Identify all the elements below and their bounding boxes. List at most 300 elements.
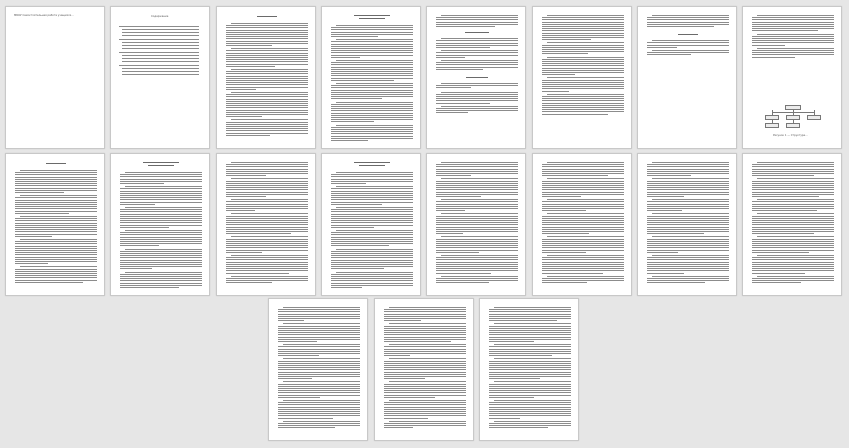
- text-line: [331, 222, 413, 223]
- text-line: [752, 250, 834, 251]
- text-line: [231, 23, 308, 24]
- text-line: [489, 392, 571, 393]
- text-line: [119, 26, 199, 27]
- text-line: [278, 427, 335, 428]
- text-line: [542, 22, 624, 23]
- text-line: [752, 245, 834, 246]
- text-line: [331, 266, 413, 267]
- text-line: [226, 229, 308, 230]
- text-line: [678, 34, 698, 35]
- text-line: [384, 397, 435, 398]
- text-line: [331, 62, 413, 63]
- text-line: [226, 252, 262, 253]
- text-line: [384, 409, 466, 410]
- text-line: [647, 264, 729, 265]
- text-line: [384, 320, 421, 321]
- text-line: [226, 210, 255, 211]
- text-line: [441, 60, 518, 61]
- text-line: [278, 376, 360, 377]
- text-line: [15, 229, 97, 230]
- text-line: [436, 57, 465, 58]
- text-line: [542, 210, 586, 211]
- text-line: [436, 229, 518, 230]
- text-line: [226, 112, 308, 113]
- page-thumbnail-7[interactable]: [637, 6, 737, 149]
- text-line: [278, 386, 360, 387]
- text-line: [226, 84, 308, 85]
- text-line: [331, 64, 413, 65]
- text-line: [226, 227, 308, 228]
- text-line: [384, 402, 466, 403]
- text-line: [15, 250, 97, 251]
- page-thumbnail-15[interactable]: [637, 153, 737, 296]
- text-line: [752, 241, 834, 242]
- text-line: [647, 206, 729, 207]
- text-line: [466, 77, 488, 78]
- text-line: [226, 57, 308, 58]
- text-line: [441, 178, 518, 179]
- text-line: [436, 210, 465, 211]
- text-line: [542, 45, 624, 46]
- text-line: [384, 334, 466, 335]
- text-line: [542, 216, 624, 217]
- text-line: [436, 282, 489, 283]
- text-line: [757, 178, 834, 179]
- text-line: [441, 106, 518, 107]
- text-line: [542, 72, 624, 73]
- text-line: [436, 273, 491, 274]
- text-line: [436, 26, 495, 27]
- diagram-node: [807, 115, 821, 120]
- text-line: [331, 46, 413, 47]
- text-line: [331, 67, 413, 68]
- text-line: [542, 278, 624, 279]
- text-line: [331, 94, 413, 95]
- text-line: [752, 220, 834, 221]
- text-line: [384, 384, 466, 385]
- text-line: [336, 39, 413, 40]
- text-line: [226, 245, 308, 246]
- text-line: [331, 104, 413, 105]
- text-line: [647, 257, 729, 258]
- text-line: [384, 337, 466, 338]
- text-line: [331, 55, 413, 56]
- text-line: [226, 189, 308, 190]
- text-line: [120, 204, 155, 205]
- text-line: [441, 92, 518, 93]
- text-line: [226, 59, 308, 60]
- text-line: [436, 22, 518, 23]
- text-line: [384, 346, 466, 347]
- text-line: [226, 224, 308, 225]
- text-line: [384, 427, 413, 428]
- text-line: [752, 231, 834, 232]
- text-line: [226, 216, 308, 217]
- text-line: [226, 25, 308, 26]
- text-line: [15, 236, 52, 237]
- text-line: [226, 257, 308, 258]
- text-line: [647, 171, 729, 172]
- text-line: [336, 102, 413, 103]
- text-line: [331, 237, 413, 238]
- text-line: [331, 73, 413, 74]
- text-line: [547, 77, 624, 78]
- text-line: [441, 15, 518, 16]
- text-line: [436, 222, 518, 223]
- text-line: [122, 42, 199, 43]
- text-line: [226, 89, 256, 90]
- text-line: [226, 116, 262, 117]
- text-line: [384, 309, 466, 310]
- text-line: [278, 423, 360, 424]
- text-line: [752, 252, 809, 253]
- text-line: [436, 43, 518, 44]
- page-thumbnail-1[interactable]: [5, 6, 105, 149]
- text-line: [278, 409, 360, 410]
- text-line: [436, 112, 468, 113]
- text-line: [752, 239, 834, 240]
- text-line: [226, 124, 308, 125]
- text-line: [331, 108, 413, 109]
- text-line: [752, 22, 834, 23]
- text-line: [389, 400, 466, 401]
- text-line: [647, 239, 729, 240]
- text-line: [384, 404, 466, 405]
- text-line: [647, 42, 729, 43]
- text-line: [226, 278, 308, 279]
- page-thumbnail-12[interactable]: [321, 153, 421, 296]
- text-line: [436, 268, 518, 269]
- text-line: [331, 71, 413, 72]
- text-line: [231, 69, 308, 70]
- text-line: [226, 243, 308, 244]
- page-thumbnail-2[interactable]: [110, 6, 210, 149]
- text-line: [647, 24, 729, 25]
- text-line: [489, 351, 571, 352]
- text-line: [278, 334, 360, 335]
- text-line: [331, 276, 413, 277]
- text-line: [15, 248, 97, 249]
- text-line: [436, 259, 518, 260]
- text-line: [752, 216, 834, 217]
- text-line: [647, 282, 705, 283]
- text-line: [542, 47, 624, 48]
- text-line: [15, 254, 97, 255]
- text-line: [384, 311, 466, 312]
- text-line: [231, 178, 308, 179]
- text-line: [542, 187, 624, 188]
- text-line: [542, 245, 624, 246]
- text-line: [226, 194, 308, 195]
- text-line: [647, 266, 729, 267]
- text-line: [752, 57, 795, 58]
- text-line: [647, 250, 729, 251]
- text-line: [441, 236, 518, 237]
- text-line: [331, 225, 413, 226]
- text-line: [652, 199, 729, 200]
- text-line: [757, 276, 834, 277]
- page-thumbnail-9[interactable]: [5, 153, 105, 296]
- text-line: [647, 196, 684, 197]
- page-thumbnail-18[interactable]: [374, 298, 474, 441]
- text-line: [489, 353, 571, 354]
- page-thumbnail-11[interactable]: [216, 153, 316, 296]
- text-line: [20, 170, 97, 171]
- text-line: [489, 346, 571, 347]
- text-line: [278, 351, 360, 352]
- text-line: [652, 178, 729, 179]
- text-line: [436, 231, 518, 232]
- text-line: [384, 378, 425, 379]
- text-line: [542, 220, 624, 221]
- text-line: [489, 376, 571, 377]
- text-line: [226, 128, 308, 129]
- text-line: [752, 227, 834, 228]
- text-line: [436, 264, 518, 265]
- text-line: [278, 330, 360, 331]
- text-line: [125, 207, 202, 208]
- text-line: [647, 192, 729, 193]
- text-line: [542, 80, 624, 81]
- text-line: [226, 53, 308, 54]
- text-line: [278, 369, 360, 370]
- page-thumbnail-13[interactable]: [426, 153, 526, 296]
- text-line: [647, 220, 729, 221]
- text-line: [226, 107, 308, 108]
- text-line: [226, 61, 308, 62]
- page-thumbnail-4[interactable]: [321, 6, 421, 149]
- text-line: [226, 273, 289, 274]
- text-line: [226, 30, 308, 31]
- text-line: [384, 355, 410, 356]
- text-line: [489, 326, 571, 327]
- text-line: [752, 187, 834, 188]
- text-line: [331, 234, 413, 235]
- text-line: [542, 206, 624, 207]
- text-line: [226, 280, 308, 281]
- text-line: [489, 369, 571, 370]
- text-line: [652, 236, 729, 237]
- text-line: [542, 88, 624, 89]
- text-line: [752, 204, 834, 205]
- text-line: [336, 60, 413, 61]
- text-line: [226, 171, 308, 172]
- text-line: [752, 282, 801, 283]
- toc-heading: Содержание: [151, 15, 169, 18]
- text-line: [331, 87, 413, 88]
- text-line: [436, 181, 518, 182]
- text-line: [120, 274, 202, 275]
- text-line: [120, 260, 202, 261]
- page-thumbnail-19[interactable]: [479, 298, 579, 441]
- text-line: [436, 17, 518, 18]
- text-line: [436, 257, 518, 258]
- text-line: [542, 194, 624, 195]
- text-line: [119, 65, 199, 66]
- diagram-connector: [772, 110, 773, 115]
- text-line: [647, 216, 729, 217]
- text-line: [331, 96, 413, 97]
- text-line: [542, 247, 624, 248]
- page-thumbnail-14[interactable]: [532, 153, 632, 296]
- text-line: [278, 309, 360, 310]
- text-line: [331, 245, 389, 246]
- text-line: [331, 218, 413, 219]
- text-line: [331, 133, 413, 134]
- text-line: [647, 164, 729, 165]
- page-thumbnail-8[interactable]: [742, 6, 842, 149]
- text-line: [15, 241, 97, 242]
- text-line: [384, 332, 466, 333]
- text-line: [15, 263, 48, 264]
- text-line: [336, 207, 413, 208]
- text-line: [752, 36, 834, 37]
- page-thumbnail-10[interactable]: [110, 153, 210, 296]
- text-line: [278, 425, 360, 426]
- text-line: [336, 172, 413, 173]
- text-line: [226, 164, 308, 165]
- text-line: [542, 189, 624, 190]
- text-line: [120, 222, 202, 223]
- text-line: [757, 213, 834, 214]
- text-line: [542, 105, 624, 106]
- text-line: [226, 45, 272, 46]
- text-line: [542, 280, 624, 281]
- text-line: [384, 339, 466, 340]
- text-line: [120, 262, 202, 263]
- text-line: [125, 272, 202, 273]
- text-line: [652, 40, 729, 41]
- text-line: [436, 24, 518, 25]
- text-line: [647, 210, 682, 211]
- text-line: [119, 52, 199, 53]
- text-line: [436, 192, 518, 193]
- page-thumbnail-16[interactable]: [742, 153, 842, 296]
- text-line: [226, 80, 308, 81]
- text-line: [15, 190, 97, 191]
- text-line: [231, 92, 308, 93]
- text-line: [647, 280, 729, 281]
- text-line: [441, 213, 518, 214]
- text-line: [278, 395, 360, 396]
- text-line: [441, 50, 518, 51]
- text-line: [226, 196, 266, 197]
- text-line: [647, 262, 729, 263]
- text-line: [226, 96, 308, 97]
- text-line: [331, 29, 413, 30]
- text-line: [752, 229, 834, 230]
- text-line: [331, 113, 413, 114]
- text-line: [436, 218, 518, 219]
- text-line: [120, 225, 202, 226]
- text-line: [436, 247, 518, 248]
- text-line: [278, 346, 360, 347]
- text-line: [647, 19, 729, 20]
- text-line: [436, 227, 518, 228]
- text-line: [120, 191, 202, 192]
- text-line: [331, 129, 413, 130]
- text-line: [15, 252, 97, 253]
- text-line: [436, 110, 518, 111]
- text-line: [15, 257, 97, 258]
- text-line: [15, 208, 97, 209]
- text-line: [336, 230, 413, 231]
- text-line: [489, 320, 557, 321]
- text-line: [120, 253, 202, 254]
- text-line: [231, 255, 308, 256]
- text-line: [331, 255, 413, 256]
- text-line: [384, 388, 466, 389]
- text-line: [122, 71, 199, 72]
- text-line: [489, 337, 571, 338]
- text-line: [494, 358, 571, 359]
- text-line: [542, 24, 624, 25]
- text-line: [278, 349, 360, 350]
- text-line: [331, 75, 413, 76]
- text-line: [752, 222, 834, 223]
- diagram-connector: [814, 110, 815, 115]
- text-line: [757, 34, 834, 35]
- text-line: [122, 74, 199, 75]
- text-line: [542, 103, 624, 104]
- text-line: [120, 214, 202, 215]
- text-line: [542, 250, 624, 251]
- diagram-connector: [793, 110, 794, 115]
- text-line: [278, 314, 360, 315]
- text-line: [647, 278, 729, 279]
- text-line: [441, 38, 518, 39]
- text-line: [278, 326, 360, 327]
- text-line: [752, 185, 834, 186]
- text-line: [331, 239, 413, 240]
- text-line: [757, 162, 834, 163]
- text-line: [647, 166, 729, 167]
- text-line: [547, 15, 624, 16]
- page-thumbnail-3[interactable]: [216, 6, 316, 149]
- text-line: [125, 172, 202, 173]
- text-line: [226, 185, 308, 186]
- text-line: [542, 63, 624, 64]
- text-line: [436, 216, 518, 217]
- text-line: [389, 421, 466, 422]
- text-line: [436, 94, 518, 95]
- text-line: [15, 275, 97, 276]
- page-thumbnail-5[interactable]: [426, 6, 526, 149]
- text-line: [489, 332, 571, 333]
- text-line: [125, 249, 202, 250]
- text-line: [542, 166, 624, 167]
- text-line: [752, 38, 834, 39]
- text-line: [331, 36, 378, 37]
- text-line: [542, 268, 624, 269]
- text-line: [331, 92, 413, 93]
- text-line: [647, 252, 678, 253]
- page-thumbnail-6[interactable]: [532, 6, 632, 149]
- text-line: [542, 243, 624, 244]
- text-line: [226, 192, 308, 193]
- text-line: [489, 367, 571, 368]
- text-line: [384, 425, 466, 426]
- text-line: [752, 30, 818, 31]
- text-line: [542, 282, 587, 283]
- text-line: [542, 264, 624, 265]
- text-line: [278, 372, 360, 373]
- text-line: [15, 183, 97, 184]
- text-line: [547, 94, 624, 95]
- text-line: [15, 213, 69, 214]
- text-line: [647, 52, 729, 53]
- page-thumbnail-17[interactable]: [268, 298, 368, 441]
